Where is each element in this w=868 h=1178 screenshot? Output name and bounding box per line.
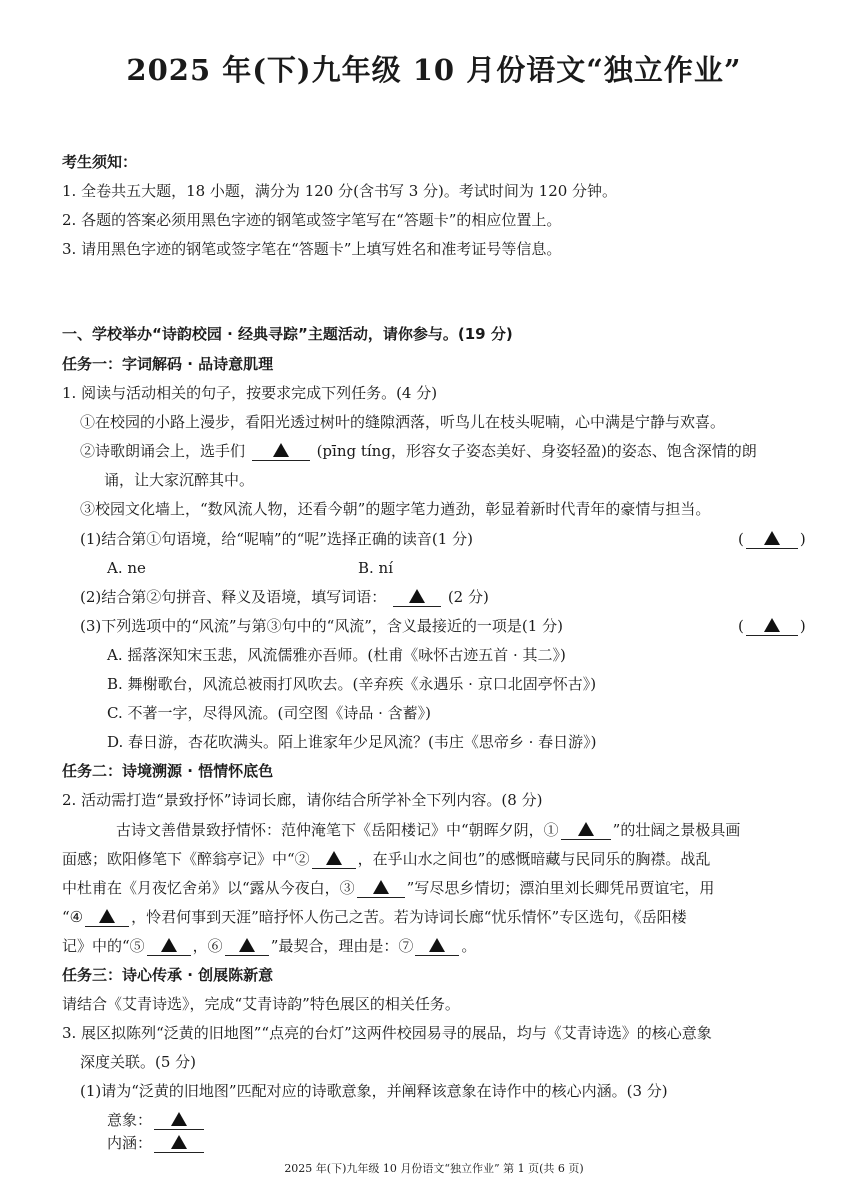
notice-item-3: 3. 请用黑色字迹的钢笔或签字笔在“答题卡”上填写姓名和准考证号等信息。	[62, 240, 562, 258]
option-sub3-a: A. 摇落深知宋玉悲，风流儒雅亦吾师。(杜甫《咏怀古迹五首 · 其二》)	[107, 646, 566, 664]
answer-blank-3[interactable]	[357, 879, 405, 898]
passage-line-3-post: ”写尽思乡情切；漂泊里刘长卿凭吊贾谊宅，用	[406, 879, 715, 897]
question-3-sub-1: (1)请为“泛黄的旧地图”匹配对应的诗歌意象，并阐释该意象在诗作中的核心内涵。(3 分)	[80, 1082, 668, 1100]
option-sub1-b: B. ní	[358, 559, 394, 577]
answer-blank-sub2[interactable]	[393, 588, 441, 607]
passage-line-5	[62, 936, 476, 956]
triangle-icon	[273, 443, 289, 457]
option-sub3-d: D. 春日游，杏花吹满头。陌上谁家年少足风流？(韦庄《思帝乡 · 春日游》)	[107, 733, 597, 751]
triangle-icon	[764, 618, 780, 632]
meaning-row	[107, 1133, 206, 1153]
answer-blank-2[interactable]	[312, 850, 356, 869]
passage-line-2	[62, 849, 710, 869]
triangle-icon	[578, 822, 594, 836]
meaning-label: 内涵：	[107, 1134, 153, 1152]
answer-paren-sub3[interactable]: ( )	[738, 617, 806, 635]
passage-line-4-pre: “④	[62, 908, 84, 926]
answer-blank-1[interactable]	[561, 821, 611, 840]
task1-heading: 任务一：字词解码 · 品诗意肌理	[62, 355, 274, 373]
passage-line-4	[62, 907, 687, 927]
notice-heading: 考生须知：	[62, 153, 138, 171]
sub-question-2-text: (2)结合第②句拼音、释义及语境，填写词语：	[80, 588, 387, 606]
triangle-icon	[373, 880, 389, 894]
answer-blank-4[interactable]	[85, 908, 129, 927]
sentence-2	[80, 441, 757, 461]
triangle-icon	[99, 909, 115, 923]
task3-intro: 请结合《艾青诗选》，完成“艾青诗韵”特色展区的相关任务。	[62, 995, 460, 1013]
question-3-line-1: 3. 展区拟陈列“泛黄的旧地图”“点亮的台灯”这两件校园易寻的展品，均与《艾青诗选》的核心意象	[62, 1024, 712, 1042]
task2-heading: 任务二：诗境溯源 · 悟情怀底色	[62, 762, 274, 780]
question-3-line-2: 深度关联。(5 分)	[80, 1053, 197, 1071]
task3-heading: 任务三：诗心传承 · 创展陈新意	[62, 966, 274, 984]
meaning-answer-blank[interactable]	[154, 1134, 204, 1153]
notice-item-1: 1. 全卷共五大题，18 小题，满分为 120 分(含书写 3 分)。考试时间为 120 分钟。	[62, 182, 618, 200]
triangle-icon	[409, 589, 425, 603]
section-heading: 一、学校举办“诗韵校园 · 经典寻踪”主题活动，请你参与。(19 分)	[62, 325, 513, 343]
question-1-stem: 1. 阅读与活动相关的句子，按要求完成下列任务。(4 分)	[62, 384, 438, 402]
passage-line-4-post: ，怜君何事到天涯”暗抒怀人伤己之苦。若为诗词长廊“忧乐情怀”专区选句，《岳阳楼	[131, 908, 687, 926]
triangle-icon	[171, 1112, 187, 1126]
passage-line-5-mid-2: ”最契合，理由是：⑦	[270, 937, 414, 955]
imagery-answer-blank[interactable]	[154, 1111, 204, 1130]
triangle-icon	[326, 851, 342, 865]
passage-line-1	[116, 820, 740, 840]
passage-line-2-post: ，在乎山水之间也”的感慨暗藏与民同乐的胸襟。战乱	[357, 850, 711, 868]
sentence-2-post: (pīng tíng，形容女子姿态美好、身姿轻盈)的姿态、饱含深情的朗	[316, 442, 757, 460]
triangle-icon	[429, 938, 445, 952]
sub-question-2-score: (2 分)	[447, 588, 489, 606]
passage-line-5-post: 。	[461, 937, 477, 955]
passage-line-1-pre: 古诗文善借景致抒情怀：范仲淹笔下《岳阳楼记》中“朝晖夕阴，①	[116, 821, 559, 839]
sentence-3: ③校园文化墙上，“数风流人物，还看今朝”的题字笔力遒劲，彰显着新时代青年的豪情与担当。	[80, 500, 711, 518]
triangle-icon	[764, 531, 780, 545]
option-sub3-c: C. 不著一字，尽得风流。(司空图《诗品 · 含蓄》)	[107, 704, 431, 722]
sentence-2-continued: 诵，让大家沉醉其中。	[104, 471, 255, 489]
passage-line-5-pre: 记》中的“⑤	[62, 937, 145, 955]
sub-question-1: (1)结合第①句语境，给“呢喃”的“呢”选择正确的读音(1 分)	[80, 530, 473, 548]
imagery-label: 意象：	[107, 1111, 153, 1129]
triangle-icon	[239, 938, 255, 952]
passage-line-1-post: ”的壮阔之景极具画	[612, 821, 741, 839]
answer-blank-7[interactable]	[415, 937, 459, 956]
answer-blank-5[interactable]	[147, 937, 191, 956]
exam-title: 2025 年(下)九年级 10 月份语文“独立作业”	[126, 53, 742, 87]
answer-blank-q1-2[interactable]	[252, 442, 310, 461]
sub-question-3: (3)下列选项中的“风流”与第③句中的“风流”，含义最接近的一项是(1 分)	[80, 617, 563, 635]
passage-line-3	[62, 878, 714, 898]
triangle-icon	[161, 938, 177, 952]
triangle-icon	[171, 1135, 187, 1149]
answer-blank-6[interactable]	[225, 937, 269, 956]
passage-line-5-mid-1: ，⑥	[192, 937, 223, 955]
option-sub1-a: A. ne	[107, 559, 146, 577]
question-2-stem: 2. 活动需打造“景致抒怀”诗词长廊，请你结合所学补全下列内容。(8 分)	[62, 791, 543, 809]
passage-line-2-pre: 面感；欧阳修笔下《醉翁亭记》中“②	[62, 850, 310, 868]
option-sub3-b: B. 舞榭歌台，风流总被雨打风吹去。(辛弃疾《永遇乐 · 京口北固亭怀古》)	[107, 675, 597, 693]
answer-paren-sub1[interactable]: ( )	[738, 530, 806, 548]
passage-line-3-pre: 中杜甫在《月夜忆舍弟》以“露从今夜白，③	[62, 879, 355, 897]
imagery-row	[107, 1110, 206, 1130]
page-footer: 2025 年(下)九年级 10 月份语文“独立作业” 第 1 页(共 6 页)	[284, 1162, 584, 1175]
notice-item-2: 2. 各题的答案必须用黑色字迹的钢笔或签字笔写在“答题卡”的相应位置上。	[62, 211, 562, 229]
sub-question-2	[80, 587, 489, 607]
sentence-2-pre: ②诗歌朗诵会上，选手们	[80, 442, 246, 460]
sentence-1: ①在校园的小路上漫步，看阳光透过树叶的缝隙洒落，听鸟儿在枝头呢喃，心中满是宁静与欢喜。	[80, 413, 726, 431]
